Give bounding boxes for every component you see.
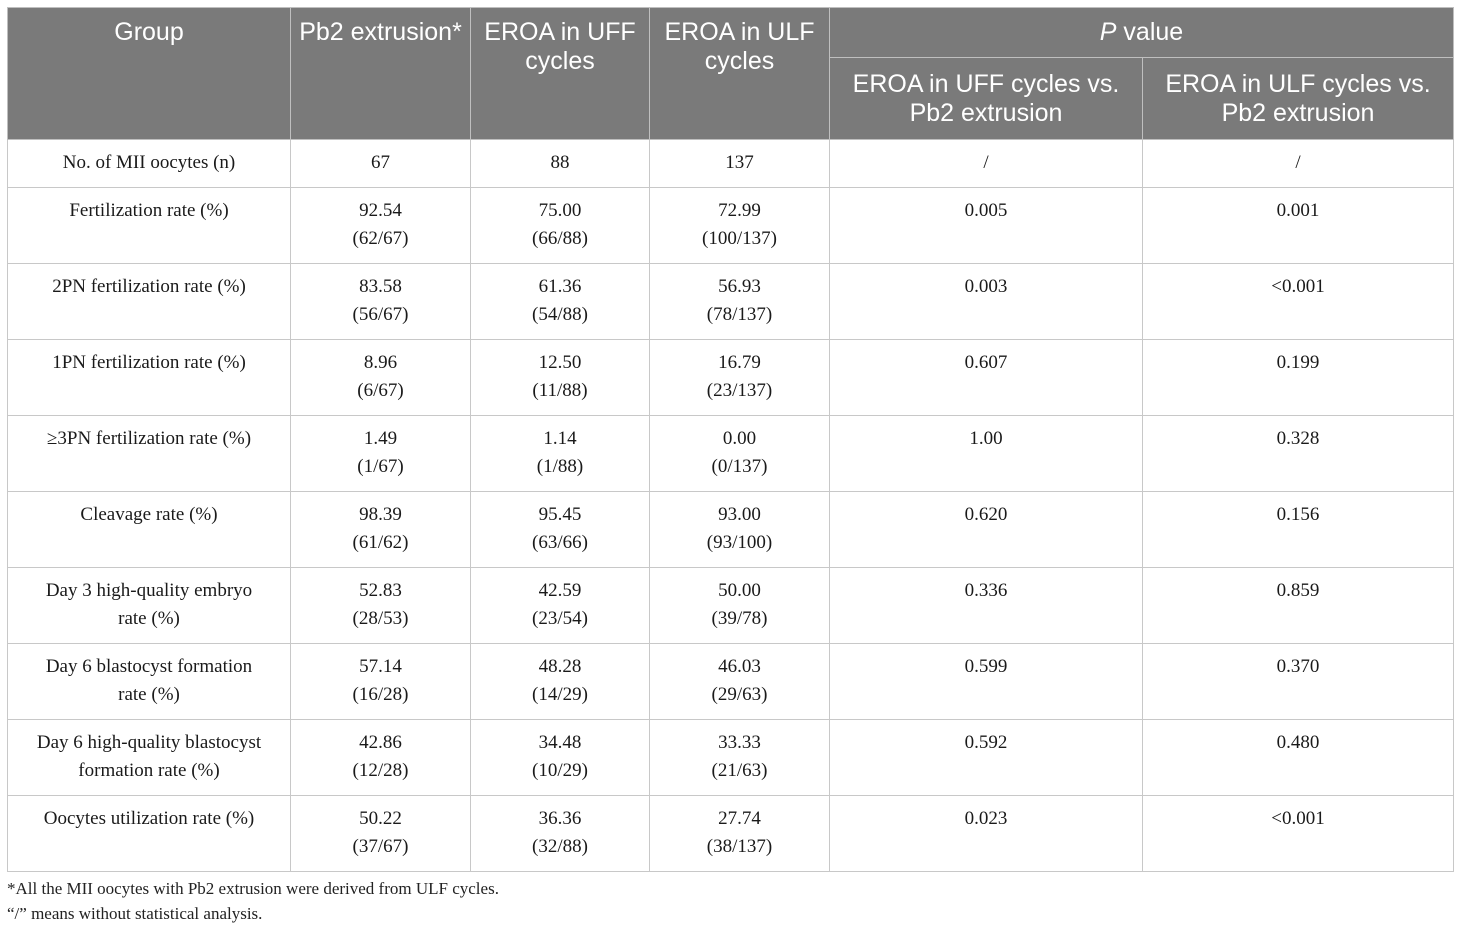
header-p-ulf-vs-pb2: EROA in ULF cycles vs. Pb2 extrusion [1143, 58, 1454, 140]
cell-pb2: 83.58 (56/67) [291, 264, 471, 340]
header-pb2: Pb2 extrusion* [291, 8, 471, 140]
row-label: Oocytes utilization rate (%) [8, 796, 291, 872]
cell-p-ulf: 0.156 [1143, 492, 1454, 568]
cell-uff: 1.14 (1/88) [471, 416, 650, 492]
cell-ulf: 50.00 (39/78) [650, 568, 830, 644]
cell-pb2: 8.96 (6/67) [291, 340, 471, 416]
cell-p-uff: 0.336 [830, 568, 1143, 644]
table-row [8, 416, 1454, 492]
cell-pb2: 52.83 (28/53) [291, 568, 471, 644]
cell-p-uff: 0.607 [830, 340, 1143, 416]
cell-pb2: 57.14 (16/28) [291, 644, 471, 720]
results-table [7, 7, 1454, 872]
cell-ulf: 16.79 (23/137) [650, 340, 830, 416]
cell-p-ulf: 0.480 [1143, 720, 1454, 796]
cell-uff: 34.48 (10/29) [471, 720, 650, 796]
table-row [8, 140, 1454, 188]
cell-p-uff: 0.005 [830, 188, 1143, 264]
cell-uff: 12.50 (11/88) [471, 340, 650, 416]
cell-pb2: 92.54 (62/67) [291, 188, 471, 264]
cell-uff: 95.45 (63/66) [471, 492, 650, 568]
cell-p-uff: 1.00 [830, 416, 1143, 492]
table-footnotes [7, 876, 499, 926]
cell-pb2: 98.39 (61/62) [291, 492, 471, 568]
table-row [8, 340, 1454, 416]
footnote-slash: “/” means without statistical analysis. [7, 904, 263, 923]
cell-ulf: 33.33 (21/63) [650, 720, 830, 796]
header-ulf: EROA in ULF cycles [650, 8, 830, 140]
table-row [8, 644, 1454, 720]
row-label: Day 6 blastocyst formation rate (%) [8, 644, 291, 720]
cell-p-ulf: <0.001 [1143, 796, 1454, 872]
header-p-value: P value [830, 8, 1454, 58]
cell-uff: 88 [471, 140, 650, 188]
cell-uff: 36.36 (32/88) [471, 796, 650, 872]
footnote-pb2: *All the MII oocytes with Pb2 extrusion were derived from ULF cycles. [7, 879, 499, 898]
row-label: No. of MII oocytes (n) [8, 140, 291, 188]
cell-ulf: 46.03 (29/63) [650, 644, 830, 720]
header-p-uff-vs-pb2: EROA in UFF cycles vs. Pb2 extrusion [830, 58, 1143, 140]
cell-p-uff: 0.003 [830, 264, 1143, 340]
cell-ulf: 72.99 (100/137) [650, 188, 830, 264]
table-row [8, 796, 1454, 872]
cell-p-uff: 0.599 [830, 644, 1143, 720]
cell-uff: 42.59 (23/54) [471, 568, 650, 644]
row-label: Fertilization rate (%) [8, 188, 291, 264]
cell-uff: 48.28 (14/29) [471, 644, 650, 720]
header-group-label: Group [114, 18, 184, 46]
cell-pb2: 50.22 (37/67) [291, 796, 471, 872]
results-table-container [7, 7, 1453, 872]
cell-p-ulf: <0.001 [1143, 264, 1454, 340]
cell-p-ulf: 0.328 [1143, 416, 1454, 492]
cell-p-ulf: 0.001 [1143, 188, 1454, 264]
cell-ulf: 27.74 (38/137) [650, 796, 830, 872]
cell-pb2: 67 [291, 140, 471, 188]
header-uff: EROA in UFF cycles [471, 8, 650, 140]
table-row [8, 188, 1454, 264]
cell-p-uff: 0.620 [830, 492, 1143, 568]
cell-pb2: 1.49 (1/67) [291, 416, 471, 492]
row-label: Day 6 high-quality blastocyst formation rate (%) [8, 720, 291, 796]
cell-p-uff: 0.592 [830, 720, 1143, 796]
cell-p-uff: 0.023 [830, 796, 1143, 872]
cell-p-uff: / [830, 140, 1143, 188]
table-row [8, 720, 1454, 796]
row-label: ≥3PN fertilization rate (%) [8, 416, 291, 492]
row-label: 2PN fertilization rate (%) [8, 264, 291, 340]
cell-p-ulf: 0.199 [1143, 340, 1454, 416]
cell-p-ulf: 0.859 [1143, 568, 1454, 644]
table-row [8, 264, 1454, 340]
row-label: Cleavage rate (%) [8, 492, 291, 568]
cell-p-ulf: 0.370 [1143, 644, 1454, 720]
table-row [8, 568, 1454, 644]
row-label: Day 3 high-quality embryo rate (%) [8, 568, 291, 644]
cell-ulf: 137 [650, 140, 830, 188]
cell-ulf: 0.00 (0/137) [650, 416, 830, 492]
cell-pb2: 42.86 (12/28) [291, 720, 471, 796]
table-header [8, 8, 1454, 140]
cell-uff: 75.00 (66/88) [471, 188, 650, 264]
cell-p-ulf: / [1143, 140, 1454, 188]
row-label: 1PN fertilization rate (%) [8, 340, 291, 416]
header-group [8, 8, 291, 140]
table-row [8, 492, 1454, 568]
cell-ulf: 56.93 (78/137) [650, 264, 830, 340]
cell-uff: 61.36 (54/88) [471, 264, 650, 340]
table-body [8, 140, 1454, 872]
cell-ulf: 93.00 (93/100) [650, 492, 830, 568]
